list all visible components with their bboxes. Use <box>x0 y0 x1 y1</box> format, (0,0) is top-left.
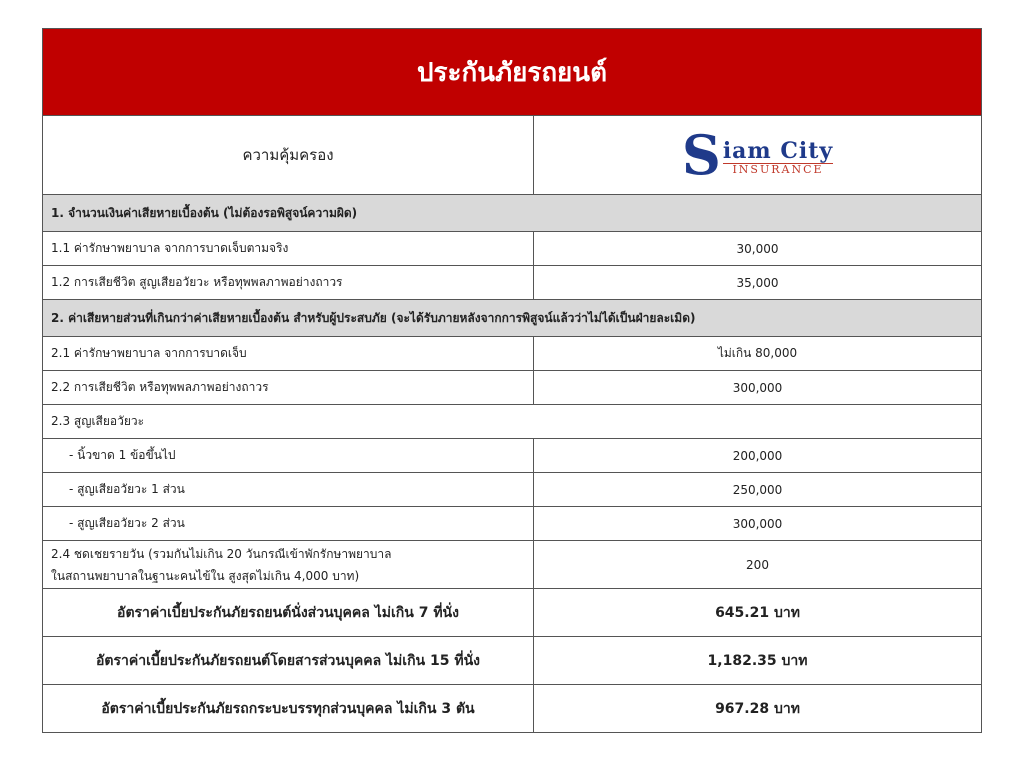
row-value: 250,000 <box>534 473 982 507</box>
rate-label: อัตราค่าเบี้ยประกันภัยรถยนต์นั่งส่วนบุคคล ไม่เกิน 7 ที่นั่ง <box>43 589 534 637</box>
row-label: - สูญเสียอวัยวะ 2 ส่วน <box>43 507 534 541</box>
table-row <box>43 507 981 541</box>
logo-cell <box>534 116 982 195</box>
row-label: 2.1 ค่ารักษาพยาบาล จากการบาดเจ็บ <box>43 337 534 371</box>
daily-compensation-label <box>43 541 534 589</box>
rate-value: 645.21 บาท <box>534 589 982 637</box>
logo-name: iam City <box>722 138 834 164</box>
rate-label: อัตราค่าเบี้ยประกันภัยรถยนต์โดยสารส่วนบุคคล ไม่เกิน 15 ที่นั่ง <box>43 637 534 685</box>
row-label: 2.2 การเสียชีวิต หรือทุพพลภาพอย่างถาวร <box>43 371 534 405</box>
row-label: 2.3 สูญเสียอวัยวะ <box>43 405 981 439</box>
row-label: - นิ้วขาด 1 ข้อขึ้นไป <box>43 439 534 473</box>
table-row <box>43 439 981 473</box>
section-header <box>43 195 981 232</box>
daily-line-2: ในสถานพยาบาลในฐานะคนไข้ใน สูงสุดไม่เกิน 4,000 บาท) <box>51 568 360 583</box>
logo-initial: S <box>681 123 721 187</box>
row-value: 200,000 <box>534 439 982 473</box>
siam-city-logo <box>681 123 834 187</box>
row-label: 1.1 ค่ารักษาพยาบาล จากการบาดเจ็บตามจริง <box>43 232 534 266</box>
header-row <box>43 116 981 195</box>
row-value: 300,000 <box>534 371 982 405</box>
row-value: 300,000 <box>534 507 982 541</box>
section2-title: 2. ค่าเสียหายส่วนที่เกินกว่าค่าเสียหายเบื้องต้น สำหรับผู้ประสบภัย (จะได้รับภายหลังจากการพิสูจน์แล้วว่าไม่ได้เป็นฝ่ายละเมิด) <box>43 300 981 337</box>
row-label: 1.2 การเสียชีวิต สูญเสียอวัยวะ หรือทุพพลภาพอย่างถาวร <box>43 266 534 300</box>
page-title: ประกันภัยรถยนต์ <box>43 29 981 116</box>
row-value: 30,000 <box>534 232 982 266</box>
table-row <box>43 405 981 439</box>
row-label: - สูญเสียอวัยวะ 1 ส่วน <box>43 473 534 507</box>
row-value: ไม่เกิน 80,000 <box>534 337 982 371</box>
rate-row <box>43 685 981 733</box>
insurance-sheet <box>42 28 982 733</box>
section1-title: 1. จำนวนเงินค่าเสียหายเบื้องต้น (ไม่ต้องรอพิสูจน์ความผิด) <box>43 195 981 232</box>
row-value: 200 <box>534 541 982 589</box>
coverage-table <box>43 116 981 732</box>
coverage-label: ความคุ้มครอง <box>43 116 534 195</box>
rate-label: อัตราค่าเบี้ยประกันภัยรถกระบะบรรทุกส่วนบุคคล ไม่เกิน 3 ตัน <box>43 685 534 733</box>
rate-value: 967.28 บาท <box>534 685 982 733</box>
section-header <box>43 300 981 337</box>
rate-row <box>43 637 981 685</box>
table-row <box>43 266 981 300</box>
table-row <box>43 371 981 405</box>
rate-value: 1,182.35 บาท <box>534 637 982 685</box>
table-row <box>43 473 981 507</box>
table-row <box>43 232 981 266</box>
row-value: 35,000 <box>534 266 982 300</box>
table-row <box>43 541 981 589</box>
table-row <box>43 337 981 371</box>
daily-line-1: 2.4 ชดเชยรายวัน (รวมกันไม่เกิน 20 วันกรณีเข้าพักรักษาพยาบาล <box>51 546 392 561</box>
logo-sub: INSURANCE <box>723 163 833 176</box>
rate-row <box>43 589 981 637</box>
